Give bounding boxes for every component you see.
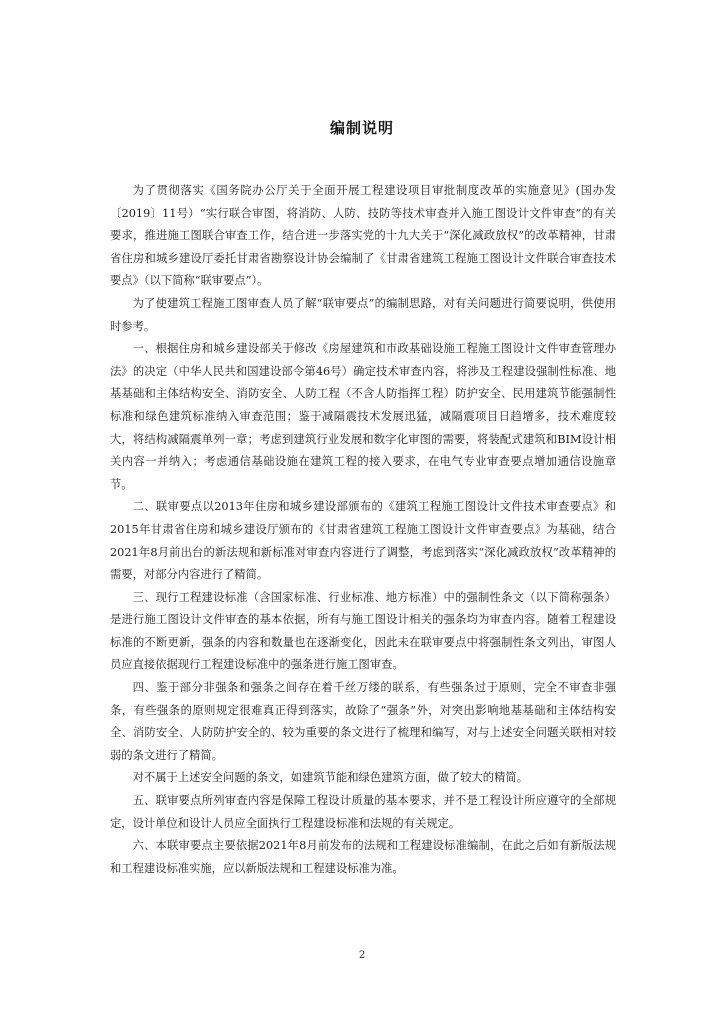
paragraph-item-4-note: 对不属于上述安全问题的条文，如建筑节能和绿色建筑方面，做了较大的精简。 xyxy=(132,771,528,785)
page-title: 编制说明 xyxy=(329,119,394,137)
paragraph-item-1: 一、根据住房和城乡建设部关于修改《房屋建筑和市政基础设施工程施工图设计文件审查管理办法》的决定（中华人民共和国建设部令第46号）确定技术审查内容，将涉及工程建设强制性标准、地基基础和主体结构安全、消防安全、人防工程（不含人防指挥工程）防护安全、民用建筑节能强制性标准和绿色建筑标准纳入审查范围；鉴于减隔震技术发展迅猛，减隔震项目日趋增多，技术难度较大，将结构减隔震单列一章；考虑到建筑行业发展和数字化审图的需要，将装配式建筑和BIM设计相关内容一并纳入；考虑通信基础设施在建筑工程的接入要求，在电气专业审查要点增加通信设施章节。 xyxy=(110,342,616,491)
paragraph-item-5: 五、联审要点所列审查内容是保障工程设计质量的基本要求，并不是工程设计所应遵守的全部规定，设计单位和设计人员应全面执行工程建设标准和法规的有关规定。 xyxy=(110,794,616,830)
paragraph-item-3: 三、现行工程建设标准（含国家标准、行业标准、地方标准）中的强制性条文（以下简称强条）是进行施工图设计文件审查的基本依据，所有与施工图设计相关的强条均为审查内容。随着工程建设标准的不断更新，强条的内容和数量也在逐渐变化，因此未在联审要点中将强制性条文列出，审图人员应直接依据现行工程建设标准中的强条进行施工图审查。 xyxy=(110,590,616,672)
paragraph-intro: 为了贯彻落实《国务院办公厅关于全面开展工程建设项目审批制度改革的实施意见》(国办发〔2019〕11号）“实行联合审图，将消防、人防、技防等技术审查并入施工图设计文件审查”的有关要求，推进施工图联合审查工作，结合进一步落实党的十九大关于“深化减政放权”的改革精神，甘肃省住房和城乡建设厅委托甘肃省勘察设计协会编制了《甘肃省建筑工程施工图设计文件联合审查技术要点》（以下简称“联审要点”）。 xyxy=(110,184,616,288)
paragraph-purpose: 为了使建筑工程施工图审查人员了解“联审要点”的编制思路，对有关问题进行简要说明，供使用时参考。 xyxy=(110,296,616,333)
paragraph-item-6: 六、本联审要点主要依据2021年8月前发布的法规和工程建设标准编制，在此之后如有新版法规和工程建设标准实施，应以新版法规和工程建设标准为准。 xyxy=(110,839,616,875)
page-number: 2 xyxy=(358,950,366,961)
paragraph-item-2: 二、联审要点以2013年住房和城乡建设部颁布的《建筑工程施工图设计文件技术审查要点》和2015年甘肃省住房和城乡建设厅颁布的《甘肃省建筑工程施工图设计文件审查要点》为基础，结合2021年8月前出台的新法规和新标准对审查内容进行了调整，考虑到落实“深化减政放权”改革精神的需要，对部分内容进行了精简。 xyxy=(110,500,616,582)
document-body xyxy=(110,180,616,880)
paragraph-item-4: 四、鉴于部分非强条和强条之间存在着千丝万缕的联系，有些强条过于原则，完全不审查非强条，有些强条的原则规定很难真正得到落实，故除了“强条”外，对突出影响地基基础和主体结构安全、消防安全、人防防护安全的、较为重要的条文进行了梳理和编写，对与上述安全问题关联相对较弱的条文进行了精简。 xyxy=(110,681,616,762)
